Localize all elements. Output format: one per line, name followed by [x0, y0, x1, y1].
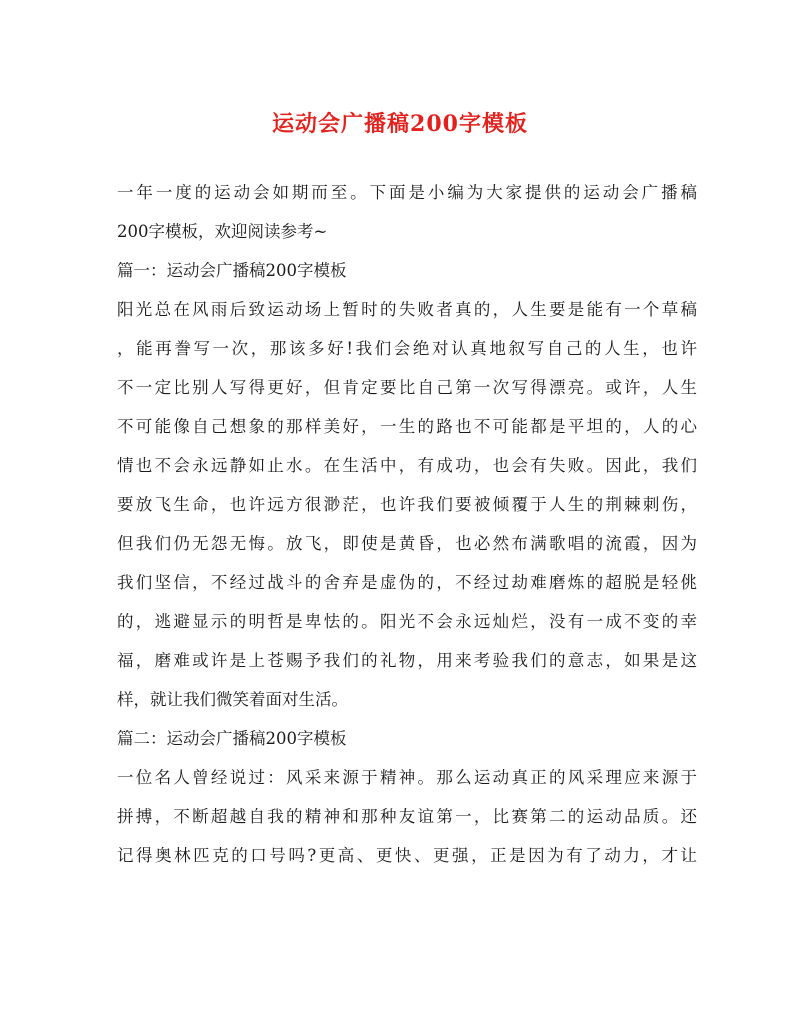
paragraph-line: 阳光总在风雨后致运动场上暂时的失败者真的，人生要是能有一个草稿: [117, 300, 697, 319]
paragraph-line: 拼搏，不断超越自我的精神和那种友谊第一，比赛第二的运动品质。还: [117, 807, 697, 826]
section-heading: 篇二：运动会广播稿200字模板: [117, 729, 347, 748]
paragraph-line: 的，逃避显示的明哲是卑怯的。阳光不会永远灿烂，没有一成不变的幸: [117, 612, 697, 631]
paragraph-line: 一位名人曾经说过：风采来源于精神。那么运动真正的风采理应来源于: [117, 768, 697, 787]
paragraph-line: 记得奥林匹克的口号吗?更高、更快、更强，正是因为有了动力，才让: [117, 846, 697, 865]
paragraph-line: ，能再誊写一次，那该多好!我们会绝对认真地叙写自己的人生，也许: [117, 339, 697, 358]
document-title: 运动会广播稿200字模板: [272, 111, 528, 137]
paragraph-line: 我们坚信，不经过战斗的舍弃是虚伪的，不经过劫难磨炼的超脱是轻佻: [117, 573, 697, 592]
paragraph-line: 不一定比别人写得更好，但肯定要比自己第一次写得漂亮。或许，人生: [117, 378, 697, 397]
paragraph-line: 福，磨难或许是上苍赐予我们的礼物，用来考验我们的意志，如果是这: [117, 651, 697, 670]
paragraph-line: 一年一度的运动会如期而至。下面是小编为大家提供的运动会广播稿: [117, 183, 697, 202]
paragraph-line: 不可能像自己想象的那样美好，一生的路也不可能都是平坦的，人的心: [117, 417, 697, 436]
paragraph-line: 情也不会永远静如止水。在生活中，有成功，也会有失败。因此，我们: [117, 456, 697, 475]
paragraph-line: 200字模板，欢迎阅读参考~: [117, 222, 328, 241]
section-heading: 篇一：运动会广播稿200字模板: [117, 261, 347, 280]
paragraph-line: 但我们仍无怨无悔。放飞，即使是黄昏，也必然布满歌唱的流霞，因为: [117, 534, 697, 553]
paragraph-line: 要放飞生命，也许远方很渺茫，也许我们要被倾覆于人生的荆棘刺伤，: [117, 495, 697, 514]
paragraph-line: 样，就让我们微笑着面对生活。: [117, 690, 348, 709]
